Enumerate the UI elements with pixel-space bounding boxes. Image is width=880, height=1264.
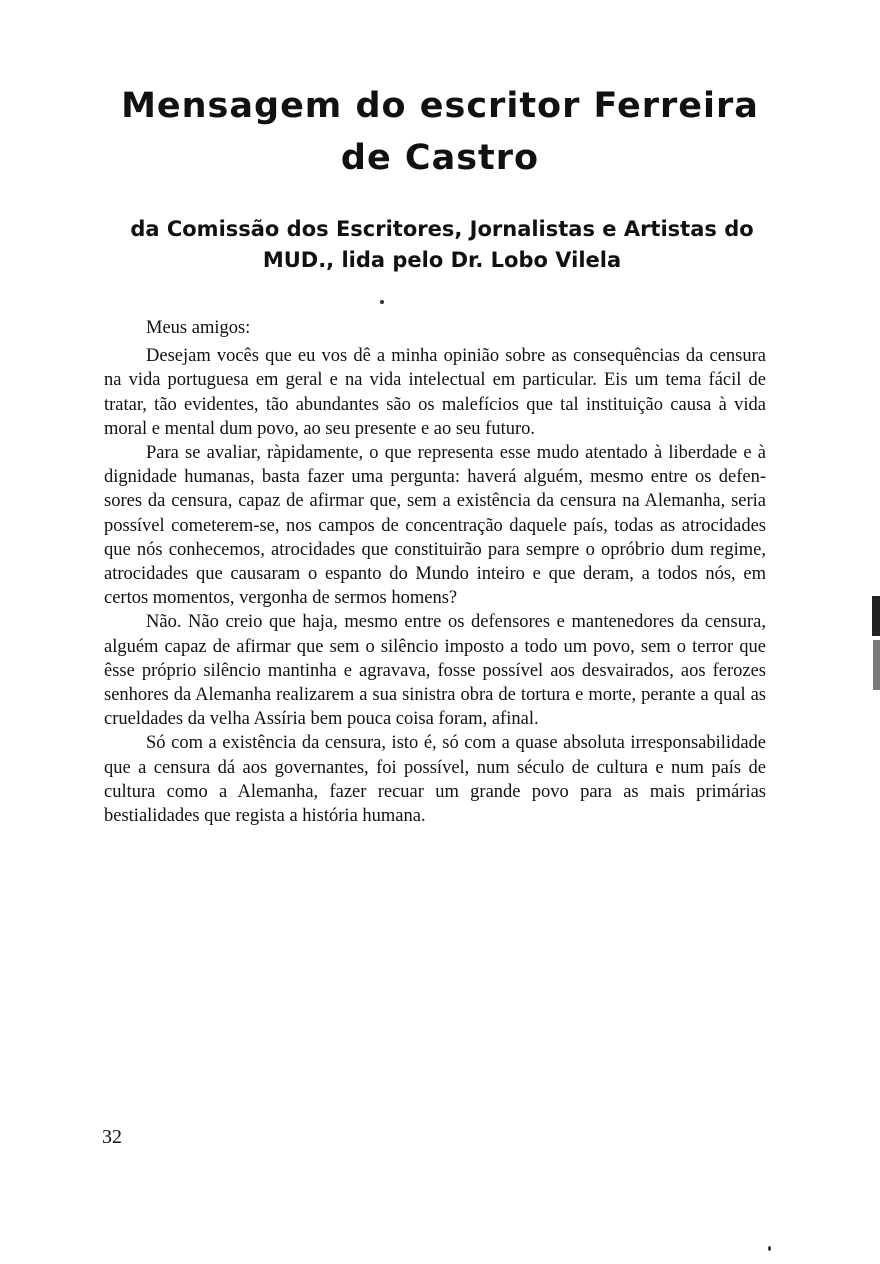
- paragraph-1: Desejam vocês que eu vos dê a minha opinião sobre as consequências da censura na vida portuguesa em geral e na vida intelectual em particular. Eis um tema fácil de tratar, tão evidentes, tão abundantes são os malefícios que tal instituição causa à vida moral e mental dum povo, ao seu presente e ao seu futuro.: [104, 346, 766, 439]
- paragraph-4: Só com a existência da censura, isto é, só com a quase absoluta irresponsabilidade que a censura dá aos governantes, foi possível, num século de cultura e num país de cultura como a Alemanha, fazer recuar um grande povo para as mais primárias bestialidades que regista a história humana.: [104, 733, 766, 827]
- page-number: 32: [102, 1126, 122, 1148]
- page-subtitle: da Comissão dos Escritores, Jornalistas e Artistas do MUD., lida pelo Dr. Lobo Vilela: [130, 217, 754, 272]
- paragraph-3: Não. Não creio que haja, mesmo entre os defensores e mantenedores da censura, alguém capaz de afirmar que sem o silêncio imposto a todo um povo, sem o terror que êsse próprio silêncio mantinha e agravava, fosse possível aos desvairados, aos ferozes senhores da Alemanha realizarem a sua sinistra obra de tortura e morte, perante a qual as crueldades da velha Assíria bem pouca coisa foram, afinal.: [104, 612, 766, 730]
- article-body: [104, 316, 766, 828]
- greeting: Meus amigos:: [146, 318, 251, 338]
- print-speck: [380, 300, 384, 304]
- page-edge-mark: [872, 596, 880, 636]
- print-speck: [768, 1246, 771, 1251]
- page-edge-mark: [873, 640, 880, 690]
- page-title: Mensagem do escritor Ferreira de Castro: [121, 86, 759, 178]
- paragraph-2: Para se avaliar, ràpidamente, o que representa esse mudo atentado à liberdade e à dignidade humanas, basta fazer uma pergunta: haverá alguém, mesmo entre os defensores da censura, capaz de afirmar que, sem a existência da censura na Alemanha, seria possível cometerem-se, nos campos de concentração daquele país, todas as atrocidades que nós conhecemos, atrocidades que constituirão para sempre o opróbrio dum regime, atrocidades que causaram o espanto do Mundo inteiro e que deram, a todos nós, em certos momentos, vergonha de sermos homens?: [104, 443, 766, 609]
